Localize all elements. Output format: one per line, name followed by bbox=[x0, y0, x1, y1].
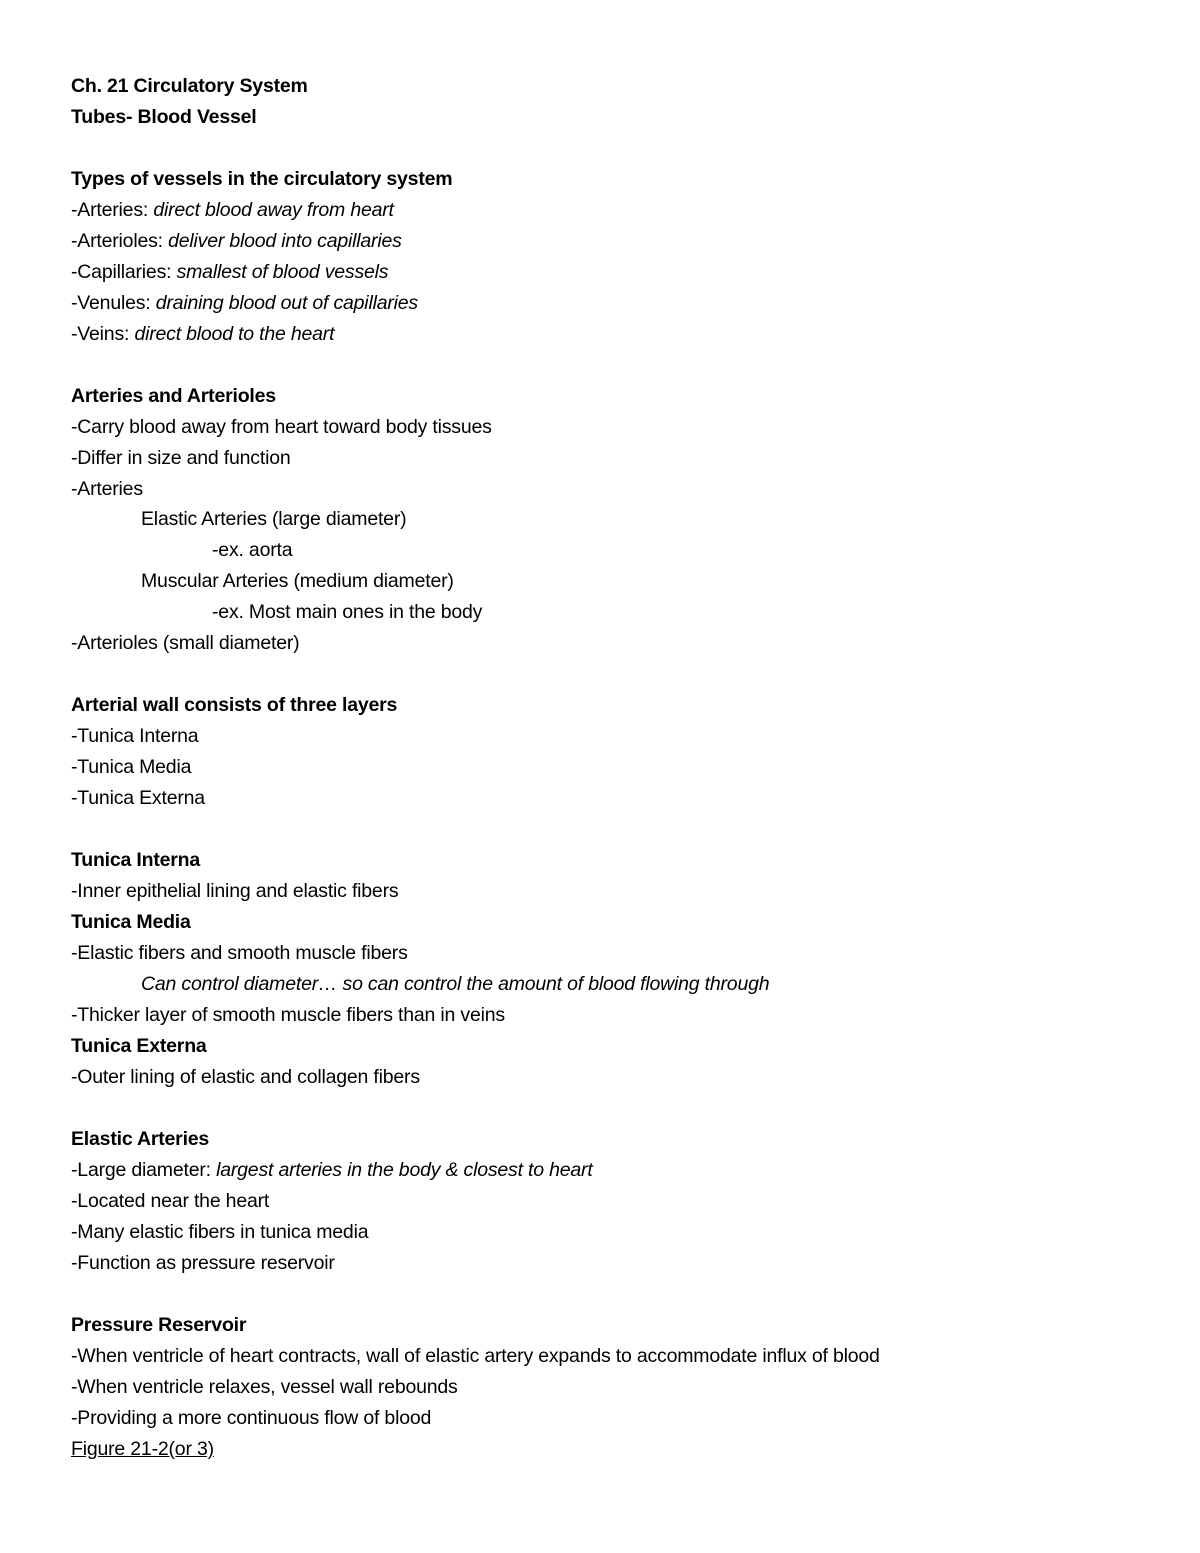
list-item bbox=[71, 198, 394, 222]
list-item: -Arterioles (small diameter) bbox=[71, 632, 300, 654]
term: -Veins: bbox=[71, 323, 135, 345]
definition: direct blood to the heart bbox=[134, 323, 335, 345]
section-heading-vessel-types: Types of vessels in the circulatory system bbox=[71, 168, 453, 190]
list-item: -Located near the heart bbox=[71, 1190, 270, 1212]
section-heading-arterial-wall: Arterial wall consists of three layers bbox=[71, 694, 398, 716]
term: -Venules: bbox=[71, 292, 156, 314]
section-heading-pressure-reservoir: Pressure Reservoir bbox=[71, 1314, 247, 1336]
list-item bbox=[71, 260, 388, 284]
definition: direct blood away from heart bbox=[153, 199, 394, 221]
list-item: -Tunica Externa bbox=[71, 787, 205, 809]
list-item bbox=[71, 291, 418, 315]
list-item: -ex. Most main ones in the body bbox=[212, 601, 483, 623]
list-item: Muscular Arteries (medium diameter) bbox=[141, 570, 454, 592]
list-item: -Carry blood away from heart toward body tissues bbox=[71, 416, 492, 438]
section-heading-tunica-externa: Tunica Externa bbox=[71, 1035, 207, 1057]
list-item bbox=[71, 322, 334, 346]
list-item: -Differ in size and function bbox=[71, 447, 291, 469]
term: -Large diameter: bbox=[71, 1159, 217, 1181]
list-item: -Many elastic fibers in tunica media bbox=[71, 1221, 369, 1243]
list-item: -When ventricle of heart contracts, wall of elastic artery expands to accommodate influx of blood bbox=[71, 1345, 880, 1367]
list-item: -Thicker layer of smooth muscle fibers than in veins bbox=[71, 1004, 505, 1026]
list-item: -Outer lining of elastic and collagen fibers bbox=[71, 1066, 420, 1088]
definition: deliver blood into capillaries bbox=[168, 230, 402, 252]
term: -Capillaries: bbox=[71, 261, 177, 283]
section-heading-arteries-arterioles: Arteries and Arterioles bbox=[71, 385, 276, 407]
list-item: -Function as pressure reservoir bbox=[71, 1252, 335, 1274]
figure-reference: Figure 21-2(or 3) bbox=[71, 1438, 214, 1460]
term: -Arterioles: bbox=[71, 230, 169, 252]
section-heading-elastic-arteries: Elastic Arteries bbox=[71, 1128, 210, 1150]
list-item bbox=[71, 229, 402, 253]
section-heading-tunica-media: Tunica Media bbox=[71, 911, 191, 933]
section-heading-tunica-interna: Tunica Interna bbox=[71, 849, 201, 871]
term: -Arteries: bbox=[71, 199, 154, 221]
definition: smallest of blood vessels bbox=[176, 261, 389, 283]
list-item: -When ventricle relaxes, vessel wall rebounds bbox=[71, 1376, 458, 1398]
page-subtitle: Tubes- Blood Vessel bbox=[71, 106, 257, 128]
list-item: -Inner epithelial lining and elastic fibers bbox=[71, 880, 399, 902]
definition: draining blood out of capillaries bbox=[155, 292, 418, 314]
list-item: -Elastic fibers and smooth muscle fibers bbox=[71, 942, 408, 964]
list-item: -Providing a more continuous flow of blood bbox=[71, 1407, 432, 1429]
list-item: -Tunica Media bbox=[71, 756, 192, 778]
list-item: -Tunica Interna bbox=[71, 725, 199, 747]
list-item: -ex. aorta bbox=[212, 539, 293, 561]
list-item bbox=[71, 1158, 593, 1182]
list-item: Elastic Arteries (large diameter) bbox=[141, 508, 407, 530]
note: Can control diameter… so can control the amount of blood flowing through bbox=[141, 973, 770, 995]
chapter-title: Ch. 21 Circulatory System bbox=[71, 75, 308, 97]
list-item: -Arteries bbox=[71, 478, 143, 500]
definition: largest arteries in the body & closest to heart bbox=[216, 1159, 593, 1181]
